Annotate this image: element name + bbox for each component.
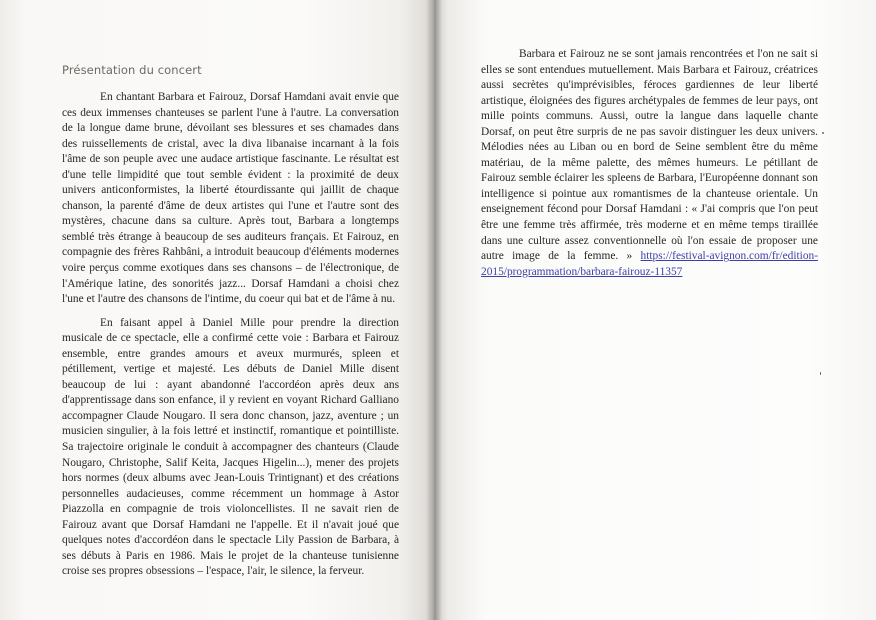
book-gutter <box>426 0 442 620</box>
right-page-body <box>481 47 818 280</box>
left-page <box>0 0 434 620</box>
paper-speck <box>820 372 821 375</box>
festival-link[interactable]: https://festival-avignon.com/fr/edition-2015/programmation/barbara-fairouz-11357 <box>481 250 818 278</box>
left-page-body <box>62 90 399 580</box>
section-title: Présentation du concert <box>62 63 202 77</box>
paper-speck <box>822 132 824 134</box>
paragraph: En faisant appel à Daniel Mille pour prendre la direction musicale de ce spectacle, elle a confirmé cette voie : Barbara et Fairouz ensemble, entre grandes amours et aveux murmurés, spleen et pétillement, vertige et majesté. Les débuts de Daniel Mille disent beaucoup de lui : ayant abandonné l'accordéon après deux ans d'apprentissage dans son enfance, il y revient en voyant Richard Galliano accompagner Claude Nougaro. Il sera donc chanson, jazz, aventure ; un musicien singulier, à la fois lettré et instinctif, romantique et pointilliste. Sa trajectoire originale le conduit à accompagner des chanteurs (Claude Nougaro, Christophe, Salif Keita, Jacques Higelin...), mener des projets hors normes (deux albums avec Jean-Louis Trintignant) et des créations personnelles audacieuses, comme récemment un hommage à Astor Piazzolla en compagnie de trois violoncellistes. Il ne savait rien de Fairouz avant que Dorsaf Hamdani ne l'appelle. Et il n'avait joué que quelques notes d'accordéon dans le spectacle Lily Passion de Barbara, à ses débuts à Paris en 1986. Mais le projet de la chanteuse tunisienne croise ses propres obsessions – l'espace, l'air, le silence, la ferveur. <box>62 316 399 578</box>
paragraph <box>481 47 818 280</box>
right-page <box>434 0 876 620</box>
paragraph: En chantant Barbara et Fairouz, Dorsaf Hamdani avait envie que ces deux immenses chanteuses se parlent l'une à l'autre. La conversation de la longue dame brune, dévoilant ses blessures et ses chamades dans des ruissellements de cristal, avec la diva libanaise incarnant à la fois l'âme de son peuple avec une audace artistique fascinante. Le résultat est d'une telle limpidité que tout semble évident : la proximité de deux univers anticonformistes, la liberté étourdissante qui jaillit de chaque chanson, la parenté d'âme de deux artistes qui l'une et l'autre sont des mystères, chacune dans sa culture. Après tout, Barbara a longtemps semblé très étrange à beaucoup de ses auditeurs français. Et Fairouz, en compagnie des frères Rahbâni, a introduit beaucoup d'éléments modernes voire perçus comme exotiques dans ses chansons – de l'électronique, de l'Amérique latine, des sonorités jazz... Dorsaf Hamdani a choisi chez l'une et l'autre des chansons de l'intime, du coeur qui bat et de l'âme à nu. <box>62 91 399 306</box>
paragraph-text: Barbara et Fairouz ne se sont jamais rencontrées et l'on ne sait si elles se sont entendues mutuellement. Mais Barbara et Fairouz, créatrices aussi secrètes qu'imprévisibles, féroces gardiennes de leur liberté artistique, éloignées des figures archétypales de femmes de leur pays, ont mille points communs. Aussi, outre la langue dans laquelle chante Dorsaf, on peut être surpris de ne pas savoir distinguer les deux univers. Mélodies nées au Liban ou en bord de Seine semblent être du même matériau, de la même palette, des mêmes humeurs. Le pétillant de Fairouz semble éclairer les spleens de Barbara, l'Européenne donnant son intelligence si pointue aux romantismes de la chanteuse orientale. Un enseignement fécond pour Dorsaf Hamdani : « J'ai compris que l'on peut être une femme très affirmée, très moderne et en même temps tiraillée dans une culture assez conventionnelle où l'on essaie de proposer une autre image de la femme. » <box>481 48 818 263</box>
